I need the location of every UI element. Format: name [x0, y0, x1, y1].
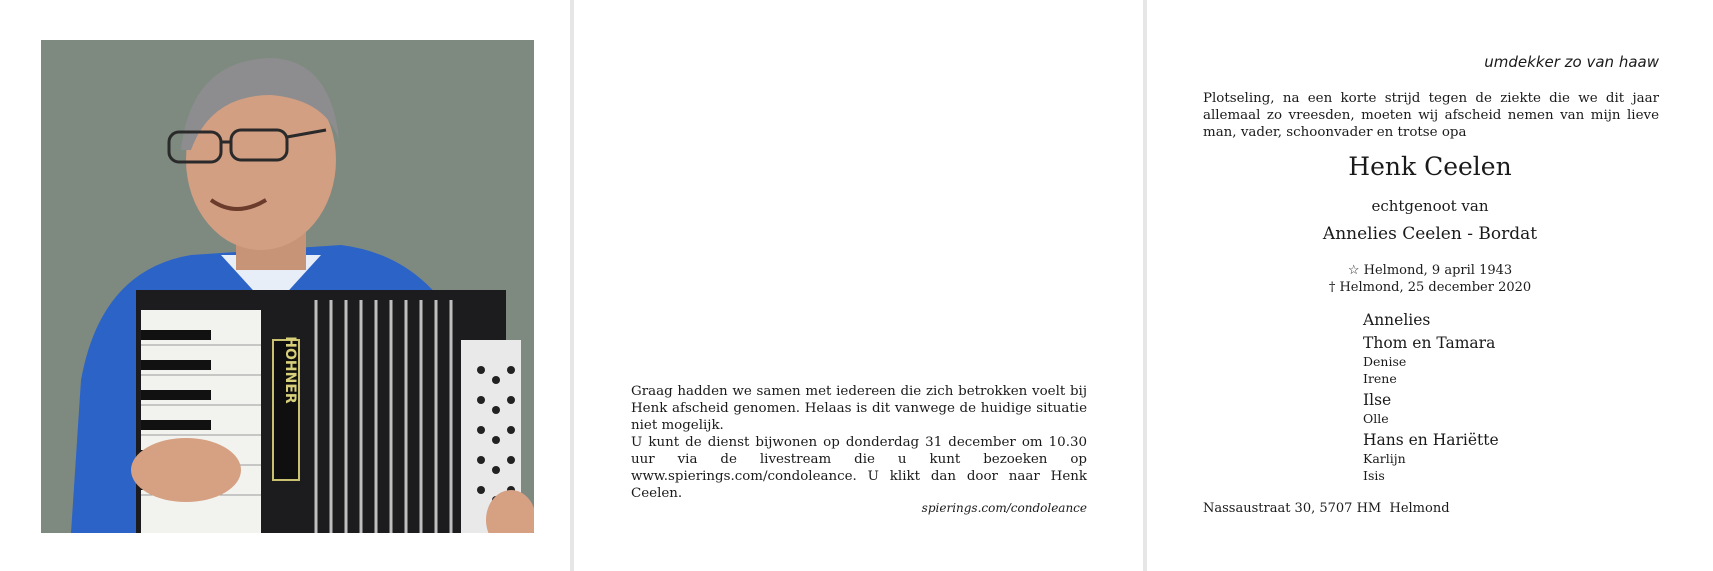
birth-date: ☆ Helmond, 9 april 1943 [1347, 263, 1513, 278]
quote: umdekker zo van haaw [1484, 53, 1659, 71]
relation-text: echtgenoot van [1371, 197, 1489, 215]
family-member: Ilse [1363, 391, 1392, 409]
intro-text: Plotseling, na een korte strijd tegen de ziekte die we dit jaar allemaal zo vreesden, moeten wij afscheid nemen van mijn lieve man, vader, schoonvader en trotse opa [1203, 91, 1659, 140]
family-group [1363, 430, 1499, 484]
grandchild: Karlijn [1363, 451, 1406, 466]
message-panel [574, 0, 1143, 571]
family-member: Thom en Tamara [1363, 334, 1496, 352]
death-date: † Helmond, 25 december 2020 [1328, 280, 1532, 295]
announcement-panel [1147, 0, 1713, 571]
deceased-name: Henk Ceelen [1348, 152, 1512, 181]
family-group [1363, 390, 1499, 427]
portrait-illustration [41, 40, 534, 533]
photo-panel [0, 0, 570, 571]
family-list [1363, 310, 1499, 487]
condolence-website: spierings.com/condoleance [921, 501, 1087, 515]
spouse-name: Annelies Ceelen - Bordat [1322, 224, 1538, 244]
grandchild: Isis [1363, 468, 1385, 483]
correspondence-address: Nassaustraat 30, 5707 HM Helmond [1203, 501, 1450, 516]
family-group [1363, 333, 1499, 387]
portrait-photo [41, 40, 534, 533]
family-member: Annelies [1363, 311, 1431, 329]
accordion-brand: HOHNER [282, 336, 298, 404]
family-group [1363, 310, 1499, 330]
message-paragraph-1: Graag hadden we samen met iedereen die zich betrokken voelt bij Henk afscheid genomen. Helaas is dit vanwege de huidige situatie niet mogelijk. [631, 384, 1087, 433]
message-paragraph-2: U kunt de dienst bijwonen op donderdag 31 december om 10.30 uur via de livestream die u kunt bezoeken op www.spierings.com/condoleance. U klikt dan door naar Henk Ceelen. [631, 435, 1087, 501]
family-member: Hans en Hariëtte [1363, 431, 1499, 449]
grandchild: Denise [1363, 354, 1407, 369]
grandchild: Irene [1363, 371, 1397, 386]
grandchild: Olle [1363, 411, 1389, 426]
